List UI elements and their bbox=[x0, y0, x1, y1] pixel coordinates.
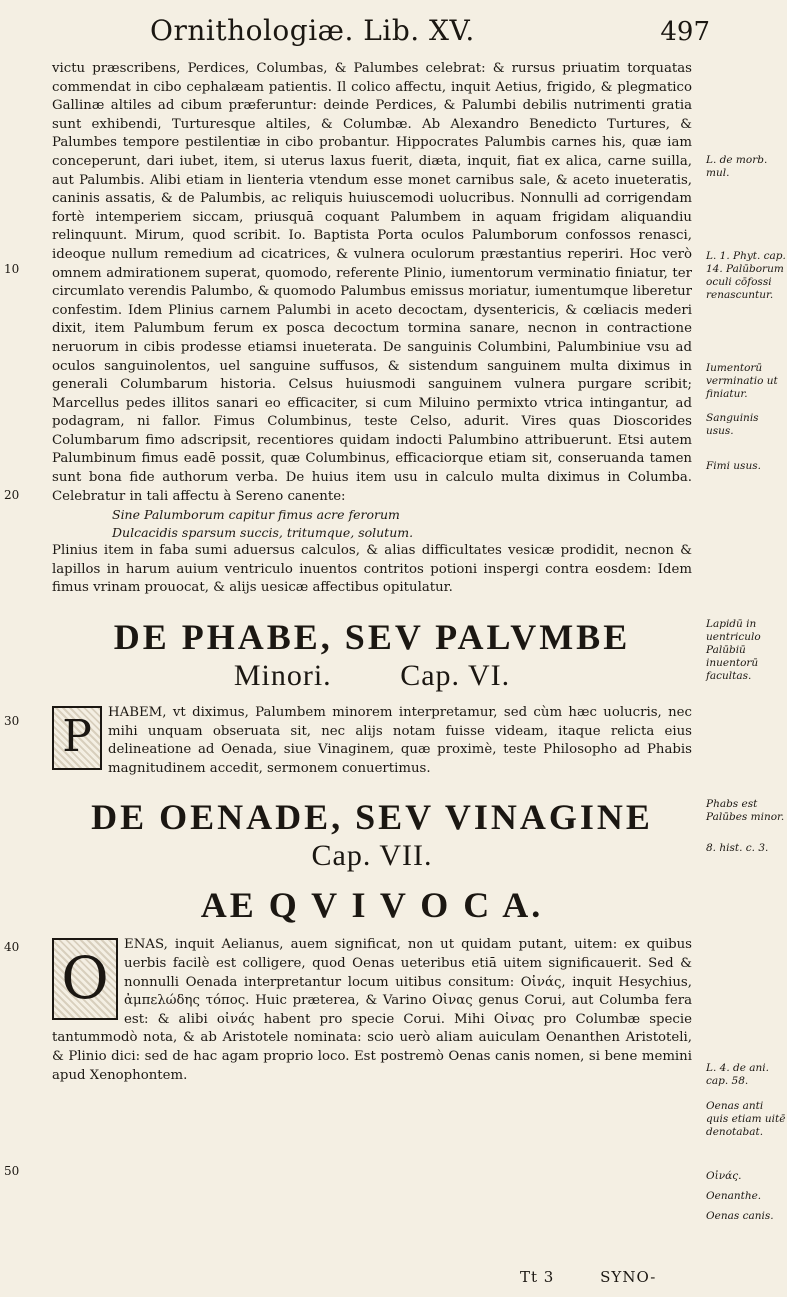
line-number: 20 bbox=[4, 488, 20, 502]
line-number: 30 bbox=[4, 714, 20, 728]
chapter-7-number: Cap. VII. bbox=[311, 839, 433, 873]
chapter-6-number: Cap. VI. bbox=[400, 659, 511, 693]
margin-note: Lapidū in uentriculo Palūbiū inuentorū facultas. bbox=[706, 618, 761, 682]
margin-note: Oenas anti quis etiam uitē denotabat. bbox=[706, 1100, 786, 1138]
verse-line: Dulcacidis sparsum succis, tritumque, solutum. bbox=[112, 525, 414, 541]
chapter-6-text bbox=[52, 704, 692, 778]
line-number: 50 bbox=[4, 1164, 20, 1178]
chapter-7-paragraph: ENAS, inquit Aelianus, auem significat, non ut quidam putant, uitem: ex quibus uerbis facilè est colligere, quod Oenas ueteribus etiā uitem significauerit. Sed & nonnulli Oenada interpretantur locum uitibus consitum: Οἰνάς, inquit Hesychius, ἀμπελώδης τόπος. Huic præterea, & Varino Οἰνας genus Corui, aut Columba fera est: & alibi οἰνάς habent pro specie Corui. Mihi Οἰνας pro Columbæ specie tantummodò nota, & ab Aristotele nominata: scio uerò aliam auiculam Oenanthen Aristoteli, & Plinio dici: sed de hac agam proprio loco. Est postremò Oenas canis nomen, si bene memini apud Xenophontem. bbox=[52, 937, 692, 1083]
chapter-6-subtitle bbox=[52, 658, 692, 694]
catchword-line bbox=[520, 1268, 696, 1286]
margin-note: Fimi usus. bbox=[706, 460, 761, 472]
margin-note: Sanguinis usus. bbox=[706, 412, 759, 437]
main-text-column bbox=[52, 60, 692, 1085]
margin-note: L. 4. de ani. cap. 58. bbox=[706, 1062, 769, 1087]
decorated-initial: P bbox=[52, 706, 102, 770]
decorated-initial: O bbox=[52, 938, 118, 1020]
running-title: Ornithologiæ. Lib. XV. bbox=[150, 14, 475, 47]
chapter-6-title: DE PHABE, SEV PALVMBE bbox=[113, 617, 631, 658]
margin-note: L. de morb. mul. bbox=[706, 154, 768, 179]
margin-note: Oenanthe. bbox=[706, 1190, 762, 1202]
margin-note: Οἰνάς. bbox=[706, 1170, 742, 1182]
page-header bbox=[150, 14, 710, 54]
line-number: 10 bbox=[4, 262, 20, 276]
chapter-6-subtitle-left: Minori. bbox=[233, 659, 332, 693]
chapter-7-text bbox=[52, 936, 692, 1085]
body-paragraph: Plinius item in faba sumi aduersus calculos, & alias difficultates vesicæ prodidit, necnon & lapillos in harum auium ventriculo inuentos contritos potioni inspergi contra eosdem: Idem fimus vrinam prouocat, & alijs uesicæ affectibus opitulatur. bbox=[52, 543, 692, 596]
page-number: 497 bbox=[660, 17, 710, 47]
line-number: 40 bbox=[4, 940, 20, 954]
verse-line: Sine Palumborum capitur fimus acre ferorum bbox=[112, 507, 400, 523]
body-paragraph: victu præscribens, Perdices, Columbas, & Palumbes celebrat: & rursus priuatim torquatas commendat in cibo cephalæam patientis. Il colico affectu, inquit Aetius, frigido, & plegmatico Gallinæ altiles ad cibum præferuntur: deinde Perdices, & Palumbi debilis nutrimenti gratia sunt exhibendi, Turturesque altiles, & Columbæ. Ab Alexandro Benedicto Turtures, & Palumbes tempore pestilentiæ in cibo probantur. Hippocrates Palumbis carnes his, quæ iam conceperunt, dari iubet, item, si uterus laxus fuerit, diæta, inquit, fiat ex alica, carne suilla, aut Palumbis. Alibi etiam in lienteria vtendum esse monet carnibus sale, & aceto inueteratis, caninis assatis, & de Palumbis, ac reliquis huiuscemodi uolucribus. Nonnulli ad corrigendam fortè intemperiem siccam, priusquā coquant Palumbem in aquam frigidam aliquandiu relinquunt. Mirum, quod scribit. Io. Baptista Porta oculos Palumborum confossos renasci, ideoque nullum remedium ad cicatrices, & vulnera oculorum præstantius reperiri. Hoc verò omnem admirationem superat, quomodo, referente Plinio, iumentorum verminatio finiatur, ter circumlato verendis Palumbo, & quomodo Palumbus emissus moriatur, iumentumque liberetur confestim. Idem Plinius carnem Palumbi in aceto decoctam, dysentericis, & cœliacis mederi dixit, item Palumbum ferum ex posca decoctum tormina sanare, necnon in contractione neruorum in cibis prodesse etiamsi inueterata. De sanguinis Columbini, Palumbiniue vsu ad oculos sanguinolentos, uel sanguine suffusos, & sistendum sanguinem multa diximus in generali Columbarum historia. Celsus huiusmodi sanguinem vulnera purgare scribit; Marcellus pedes illitos sanari eo efficaciter, si cum Miluino permixto vtrica intingantur, ad podagram, ni fallor. Fimus Columbinus, teste Celso, adurit. Vires quas Dioscorides Columbarum fimo adscripsit, recentiores quidam indocti Palumbino attribuerunt. Etsi autem Palumbinum fimus eadē possit, quæ Columbinus, efficaciorque etiam sit, conseruanda tamen sunt bona fide authorum verba. De huius item usu in calculo multa diximus in Columba. Celebratur in tali affectu à Sereno canente: bbox=[52, 61, 692, 504]
margin-note: Iumentorū verminatio ut finiatur. bbox=[706, 362, 778, 400]
margin-note: Oenas canis. bbox=[706, 1210, 774, 1222]
catchword: SYNO- bbox=[600, 1268, 657, 1286]
margin-note: 8. hist. c. 3. bbox=[706, 842, 769, 854]
section-heading: AE Q V I V O C A. bbox=[200, 885, 544, 926]
margin-note: Phabs est Palūbes minor. bbox=[706, 798, 785, 823]
signature-mark: Tt 3 bbox=[520, 1268, 555, 1286]
chapter-7-title: DE OENADE, SEV VINAGINE bbox=[91, 797, 653, 838]
chapter-6-paragraph: HABEM, vt diximus, Palumbem minorem interpretamur, sed cùm hæc uolucris, nec mihi unquam obseruata sit, nec alijs notam fuisse videam, itaque relicta eius delineatione ad Oenada, siue Vinaginem, quæ proximè, teste Philosopho ad Phabis magnitudinem accedit, sermonem conuertimus. bbox=[108, 705, 692, 776]
margin-note: L. 1. Phyt. cap. 14. Palūborum oculi cōfossi renascuntur. bbox=[706, 250, 786, 301]
